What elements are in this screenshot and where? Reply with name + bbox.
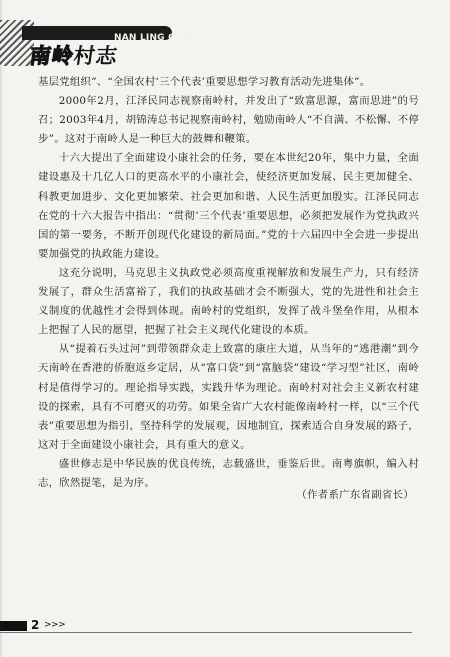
scan-edge bbox=[0, 0, 3, 657]
page-arrows: >>> bbox=[44, 620, 66, 630]
footer-bar bbox=[0, 621, 27, 631]
author-signature: （作者系广东省副省长） bbox=[296, 489, 414, 501]
paragraph: 这充分说明，马克思主义执政党必须高度重视解放和发展生产力，只有经济发展了，群众生活富裕了，我们的执政基础才会不断强大，党的先进性和社会主义制度的优越性才会得到体现。南岭村的党组织，发挥了战斗堡垒作用，从根本上把握了人民的愿望，把握了社会主义现代化建设的本质。 bbox=[38, 266, 419, 337]
page-number: 2 bbox=[31, 618, 40, 632]
body-text bbox=[38, 73, 419, 493]
header-bar bbox=[22, 26, 212, 43]
paragraph: 从“提着石头过河”到带领群众走上致富的康庄大道，从当年的“逃港潮”到今天南岭在香港的侨胞返乡定居，从“富口袋”到“富脑袋”建设“学习型”社区，南岭村是值得学习的。理论指导实践，实践升华为理论。南岭村对社会主义新农村建设的探索，具有不可磨灭的功劳。如果全省广大农村能像南岭村一样，以“三个代表”重要思想为指引，坚持科学的发展观，因地制宜，探索适合自身发展的路子，这对于全面建设小康社会，具有重大的意义。 bbox=[38, 343, 419, 451]
paragraph: 盛世修志是中华民族的优良传统，志载盛世，垂鉴后世。南粤旗帜，编入村志，欣然提笔，是为序。 bbox=[38, 457, 419, 489]
header-pinyin: NAN LING CUN ZHI bbox=[114, 33, 212, 43]
page-footer bbox=[0, 617, 450, 635]
paragraph: 2000年2月，江泽民同志视察南岭村，并发出了“致富思源，富而思进”的号召；2003年4月，胡锦涛总书记视察南岭村，勉励南岭人“不自满、不松懈、不停步”。这对于南岭人是一种巨大的鼓舞和鞭策。 bbox=[38, 95, 419, 146]
paragraph: 十六大提出了全面建设小康社会的任务，要在本世纪20年，集中力量，全面建设惠及十几亿人口的更高水平的小康社会，使经济更加发展、民主更加健全、科教更加进步、文化更加繁荣、社会更加和谐、人民生活更加殷实。江泽民同志在党的十六大报告中指出：“贯彻‘三个代表’重要思想，必须把发展作为党执政兴国的第一要务，不断开创现代化建设的新局面。”党的十六届四中全会进一步提出要加强党的执政能力建设。 bbox=[38, 152, 419, 260]
header-title-outline-part: 南岭 bbox=[28, 44, 76, 68]
running-header bbox=[0, 20, 212, 68]
header-title-solid-part: 村志 bbox=[72, 44, 120, 68]
paragraph: 基层党组织”、“全国农村‘三个代表’重要思想学习教育活动先进集体”。 bbox=[38, 76, 371, 88]
header-book-title bbox=[28, 40, 120, 70]
footer-rule bbox=[0, 632, 412, 633]
